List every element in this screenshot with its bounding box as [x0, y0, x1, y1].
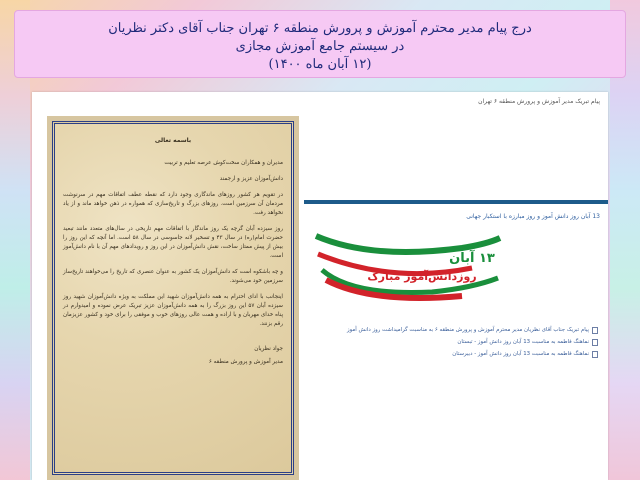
- letter-heading: باسمه تعالی: [154, 137, 192, 144]
- student-day-banner: [312, 226, 502, 306]
- title-line-1: درج پیام مدیر محترم آموزش و پرورش منطقه ۶ تهران جناب آقای دکتر نظریان: [108, 21, 532, 36]
- banner-caption: روزدانش‌آموز مبارک: [367, 270, 477, 283]
- banner-green-ribbon: [316, 236, 500, 252]
- document-icon: [592, 351, 598, 358]
- letter-paragraph: در تقویم هر کشور روزهای ماندگاری وجود دارد که نقطه عطف اتفاقات مهم در سرنوشت مردمان آن سرزمین است. روزهای بزرگ و تاریخ‌سازی که همواره در ذهن خواهد ماند و از یاد نخواهد رفت.: [63, 192, 283, 216]
- banner-date: ۱۳ آبان: [449, 251, 495, 266]
- letter-text: [63, 136, 283, 464]
- web-page-title: پیام تبریک مدیر آموزش و پرورش منطقه ۶ تهران: [478, 98, 600, 105]
- letter-frame: [52, 121, 294, 475]
- letter-paragraph: اینجانب با ادای احترام به همه دانش‌آموزان شهید این مملکت به ویژه دانش‌آموزان شهید روز سیزده آبان ۵۷ این روز بزرگ را به همه دانش‌آموزان عزیز تبریک عرض نموده و امیدوارم در پناه خدای مهربان و با اراده و همت عالی روزهای خوب و موفقی را برای خود و کشور عزیزمان رقم بزنند.: [63, 294, 283, 327]
- attachment-link-label[interactable]: پیام تبریک جناب آقای نظریان مدیر محترم آموزش و پرورش منطقه ۶ به مناسبت گرامیداشت روز دانش آموز: [347, 327, 589, 333]
- letter-image: [47, 116, 299, 480]
- document-icon: [592, 327, 598, 334]
- letter-signature-title: مدیر آموزش و پرورش منطقه ۶: [208, 359, 283, 365]
- web-page-screenshot: [304, 92, 608, 480]
- slide-title-box: [14, 10, 626, 78]
- letter-salutation: دانش‌آموزان عزیز و ارجمند: [219, 176, 283, 182]
- letter-signature-name: جواد نظریان: [254, 346, 283, 352]
- letter-greeting: مدیران و همکاران سخت‌کوش عرصه تعلیم و تربیت: [164, 160, 283, 166]
- document-icon: [592, 339, 598, 346]
- title-line-3: (۱۲ آبان ماه ۱۴۰۰): [268, 57, 372, 72]
- letter-paragraph: و چه باشکوه است که دانش‌آموزان یک کشور به عنوان عنصری که تاریخ را می‌خواهند تاریخ‌ساز سرزمین خود می‌شوند.: [63, 269, 283, 284]
- attachment-link[interactable]: [312, 324, 598, 336]
- attachment-link-label[interactable]: نماهنگ فاطمه به مناسبت 13 آبان روز دانش آموز - تبستان: [457, 339, 589, 345]
- attachment-link[interactable]: [312, 336, 598, 348]
- attachment-link[interactable]: [312, 348, 598, 360]
- attachment-links: [312, 324, 598, 360]
- attachment-link-label[interactable]: نماهنگ فاطمه به مناسبت 13 آبان روز دانش آموز - دبیرستان: [452, 351, 589, 357]
- title-line-2: در سیستم جامع آموزش مجازی: [235, 39, 405, 54]
- web-header-bar: [304, 200, 608, 204]
- letter-paragraph: روز سیزده آبان گرچه یک روز ماندگار با اتفاقات مهم تاریخی در سال‌های متعدد مانند تبعید حضرت امام(ره) در سال ۴۳ و تسخیر لانه جاسوسی در سال ۵۸ است. اما آنچه که این روز را بیش از پیش ممتاز ساخت، نقش دانش‌آموزان در این روز و رویدادهای مهم آن با نام دانش‌آموز است.: [63, 226, 284, 259]
- screenshot-panel: [32, 92, 608, 480]
- web-news-title[interactable]: 13 آبان روز دانش آموز و روز مبارزه با استکبار جهانی: [466, 213, 600, 220]
